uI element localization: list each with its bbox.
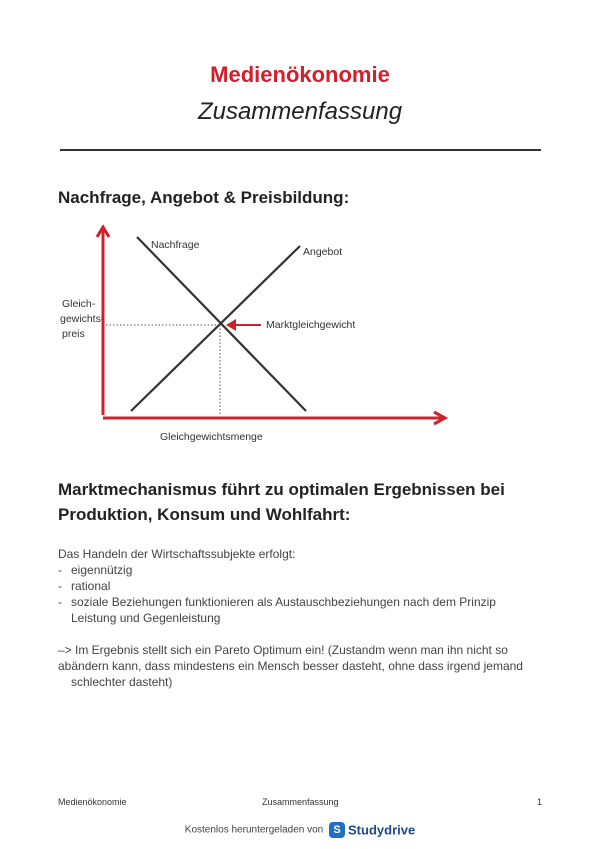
studydrive-name: Studydrive bbox=[348, 822, 416, 838]
label-equilibrium-price-1: Gleich- bbox=[62, 298, 96, 310]
page-title: Medienökonomie bbox=[210, 62, 390, 87]
conclusion-line-1: –> Im Ergebnis stellt sich ein Pareto Optimum ein! (Zustandm wenn man ihn nicht so bbox=[58, 643, 508, 657]
label-supply: Angebot bbox=[303, 246, 343, 258]
section-heading-market-mechanism-1: Marktmechanismus führt zu optimalen Ergebnissen bei bbox=[58, 480, 505, 499]
list-item: - eigennützig bbox=[58, 563, 133, 577]
list-item: - soziale Beziehungen funktionieren als Austauschbeziehungen nach dem Prinzip Leistung und Gegenleistung bbox=[58, 595, 496, 625]
intro-text: Das Handeln der Wirtschaftssubjekte erfolgt: bbox=[58, 547, 296, 561]
label-equilibrium-price-3: preis bbox=[62, 328, 85, 340]
page-number: 1 bbox=[537, 797, 543, 807]
section-heading-supply-demand: Nachfrage, Angebot & Preisbildung: bbox=[58, 188, 350, 207]
title-divider bbox=[60, 149, 541, 151]
page-subtitle: Zusammenfassung bbox=[197, 98, 403, 125]
supply-demand-diagram bbox=[0, 215, 600, 475]
studydrive-logo-icon: S bbox=[329, 822, 345, 838]
conclusion-line-3: schlechter dasteht) bbox=[71, 675, 173, 689]
banner-text: Kostenlos heruntergeladen von bbox=[184, 824, 324, 836]
footer-left: Medienökonomie bbox=[58, 797, 127, 807]
label-equilibrium-price-2: gewichts- bbox=[60, 313, 105, 325]
conclusion-line-2: abändern kann, dass mindestens ein Mensch besser dasteht, ohne dass irgend jemand bbox=[58, 659, 523, 673]
section-heading-market-mechanism-2: Produktion, Konsum und Wohlfahrt: bbox=[58, 505, 351, 524]
behavior-list bbox=[58, 562, 496, 626]
label-demand: Nachfrage bbox=[151, 239, 200, 251]
download-banner[interactable] bbox=[0, 822, 600, 838]
list-item: - rational bbox=[58, 579, 111, 593]
label-market-equilibrium: Marktgleichgewicht bbox=[266, 319, 356, 331]
label-equilibrium-quantity: Gleichgewichtsmenge bbox=[160, 431, 263, 443]
footer-center: Zusammenfassung bbox=[262, 797, 339, 807]
